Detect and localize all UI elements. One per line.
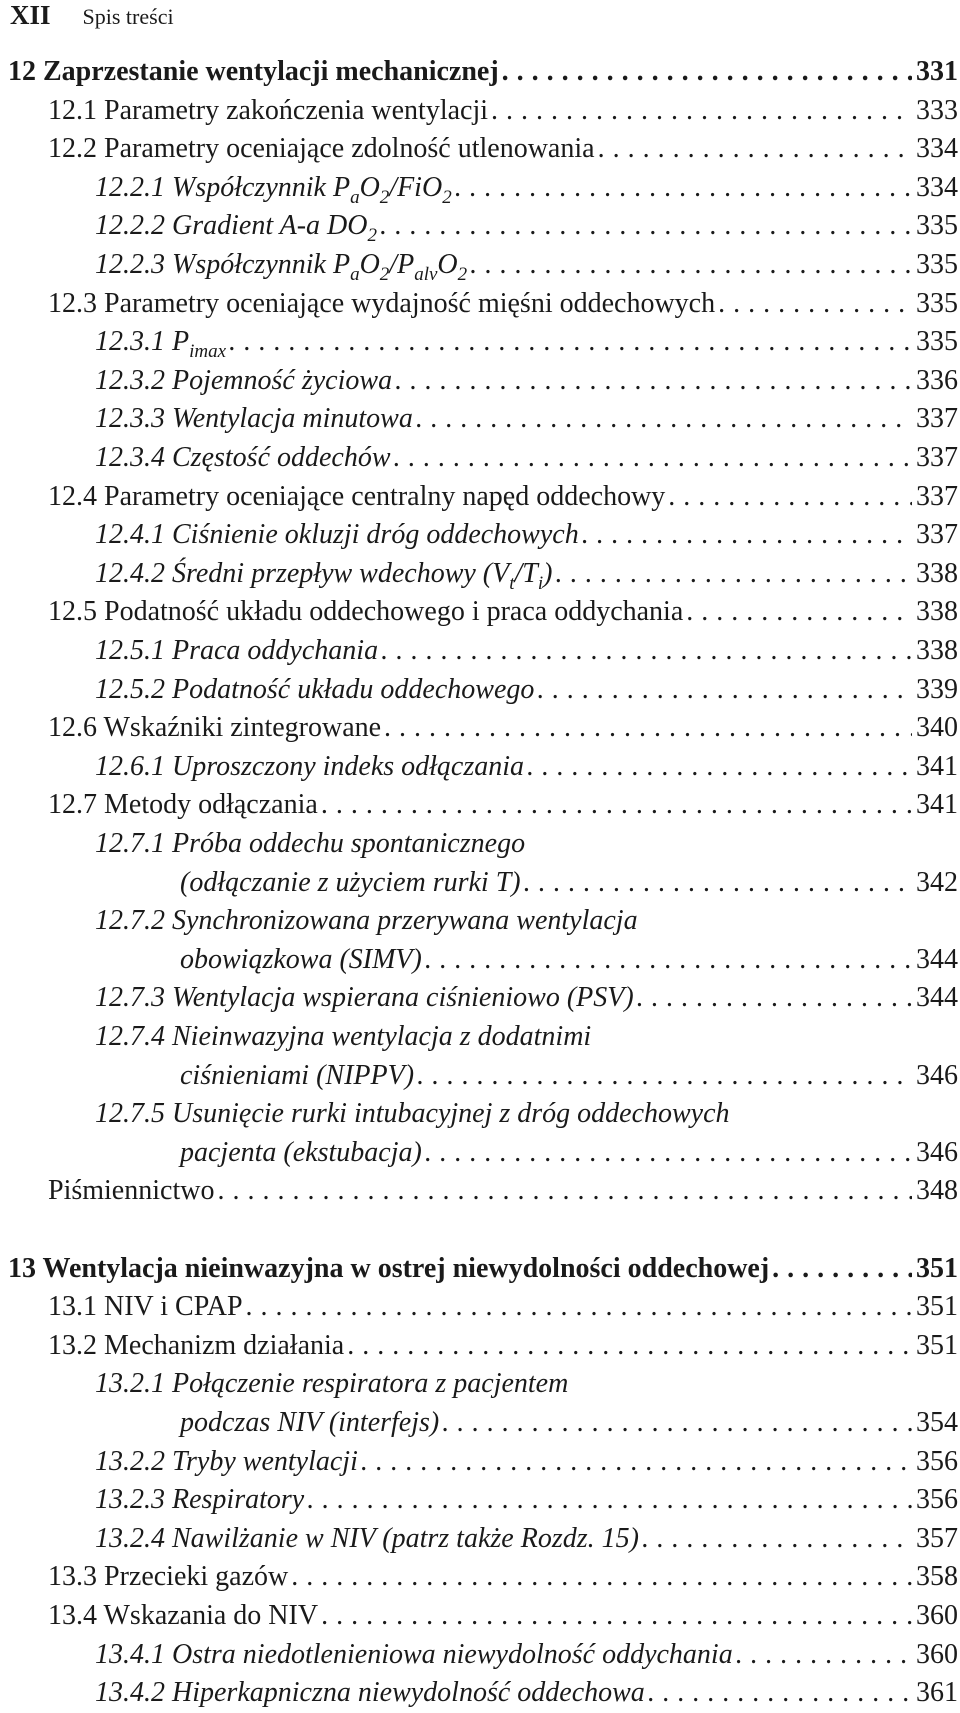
toc-line [95,245,960,285]
toc-title-text: 12.2.1 Współczynnik P [95,171,351,203]
toc-title [48,129,595,169]
toc-entry [0,785,960,825]
toc-title-text: 12.2 Parametry oceniające zdolność utlenowania [48,133,595,165]
toc-entry [0,168,960,208]
toc-title-text: 12.6 Wskaźniki zintegrowane [48,712,382,744]
toc-title-text: 12.5.1 Praca oddychania [95,635,379,666]
dot-leader [521,863,912,903]
dot-leader [683,592,912,632]
toc-title-text: 13.2.4 Nawilżanie w NIV (patrz także Rozdz. 15) [95,1522,639,1554]
toc-page-number: 346 [916,1136,958,1168]
toc-title-text: 13.2 Mechanizm działania [48,1329,345,1361]
dot-leader [413,399,912,439]
toc-title-text: 12.5 Podatność układu oddechowego i praca oddychania [48,596,684,628]
toc-title-text: 12.3.4 Częstość oddechów [95,442,391,473]
toc-line [95,824,960,864]
toc-title [48,1596,318,1636]
toc-page-number: 346 [916,1059,958,1091]
toc-title [8,52,499,92]
dot-leader [488,91,912,131]
toc-line [95,901,960,941]
toc-title [95,901,638,941]
toc-title [180,1056,414,1096]
toc-title [180,863,521,903]
toc-entry [0,361,960,401]
toc-entry [0,863,960,903]
toc-subscript: t [509,572,515,594]
toc-title-text: 13 Wentylacja nieinwazyjna w ostrej niewydolności oddechowej [8,1252,770,1284]
toc-entry [0,747,960,787]
toc-page-number: 351 [916,1329,958,1361]
toc-title-text: obowiązkowa (SIMV) [180,943,422,975]
toc-entry [0,1364,960,1404]
toc-line [48,785,960,825]
toc-title [95,824,525,864]
toc-title-text: 12 Zaprzestanie wentylacji mechanicznej [8,56,499,87]
toc-entry [0,1403,960,1443]
toc-title [48,91,488,131]
toc-title [95,670,534,710]
toc-entry [0,1673,960,1713]
toc-title-text: ) [543,557,553,589]
toc-entry [0,631,960,671]
toc-line [95,206,960,246]
toc-title-text: 12.3 Parametry oceniające wydajność mięśni oddechowych [48,287,716,319]
toc-page-number: 341 [916,789,958,821]
dot-leader [579,515,912,555]
toc-title [48,1326,344,1366]
dot-leader [243,1287,912,1327]
toc-title-text: 13.3 Przecieki gazów [48,1561,289,1593]
toc-page-number: 339 [916,673,958,705]
toc-subscript: 2 [367,225,377,247]
toc-line [48,592,960,632]
toc-page-number: 356 [916,1484,958,1516]
toc-subscript: 2 [457,264,468,285]
toc-title [95,1519,639,1559]
dot-leader [552,554,912,594]
toc-title [95,399,413,439]
toc-line [180,1133,960,1173]
toc-page-number: 361 [916,1677,958,1709]
page-header [10,0,174,34]
toc-entry [0,438,960,478]
toc-entry [0,824,960,864]
toc-page-number: 342 [916,866,958,898]
toc-entry [0,284,960,324]
toc-title [95,1635,733,1675]
toc-entry [0,978,960,1018]
toc-entry [0,1596,960,1636]
toc-page-number: 338 [916,557,958,589]
toc-subscript: i [537,572,544,594]
dot-leader [634,978,912,1018]
page-number: XII [10,0,51,30]
toc-line [95,1094,960,1134]
toc-title-text: 13.4.2 Hiperkapniczna niewydolność oddechowa [95,1677,645,1709]
toc-line [95,1519,960,1559]
toc-page-number: 334 [916,133,958,165]
dot-leader [769,1249,912,1289]
toc-page-number: 340 [916,712,958,744]
toc-title-text: 13.4.1 Ostra niedotlenieniowa niewydolność oddychania [95,1638,733,1670]
dot-leader [665,477,912,517]
toc-page-number: 360 [916,1600,958,1631]
toc-page-number: 334 [916,171,958,203]
dot-leader [645,1673,912,1713]
toc-title [95,1017,591,1057]
toc-title-text: /FiO [389,171,443,203]
toc-line [95,1673,960,1713]
toc-title-text: 12.7.4 Nieinwazyjna wentylacja z dodatnimi [95,1021,592,1052]
toc-title [95,1364,568,1404]
dot-leader [391,438,912,478]
toc-title-text: ciśnieniami (NIPPV) [180,1059,415,1091]
toc-title-text: /T [514,557,538,589]
toc-subscript: 2 [379,264,390,285]
toc-page-number: 337 [916,480,958,512]
toc-page-number: 356 [916,1445,958,1477]
toc-entry [0,1287,960,1327]
toc-entry [0,1557,960,1597]
toc-title-text: 12.7.3 Wentylacja wspierana ciśnieniowo (PSV) [95,982,634,1014]
toc-title [48,1287,243,1327]
toc-line [180,1056,960,1096]
toc-title-text: O [359,249,380,280]
toc-title [95,631,378,671]
toc-title-text: 12.7 Metody odłączania [48,789,318,821]
toc-line [95,554,960,594]
toc-title [95,1442,358,1482]
dot-leader [288,1557,912,1597]
dot-leader [377,206,912,246]
dot-leader [639,1519,912,1559]
toc-line [48,1326,960,1366]
toc-title-text: 13.2.1 Połączenie respiratora z pacjentem [95,1368,569,1400]
toc-page-number: 360 [916,1638,958,1670]
toc-page-number: 335 [916,287,958,319]
dot-leader [595,129,912,169]
toc-page-number: 333 [916,94,958,126]
toc-subscript: 2 [442,186,452,208]
toc-entry [0,1635,960,1675]
toc-entry [0,1326,960,1366]
toc-title [95,1480,304,1520]
toc-page-number: 337 [916,403,958,435]
toc-page-number: 336 [916,364,958,396]
toc-line [48,1596,960,1636]
toc-title-text: 12.3.1 P [95,326,190,358]
toc-page-number: 338 [916,635,958,666]
toc-title [180,1133,422,1173]
toc-page-number: 351 [916,1291,958,1323]
toc-subscript: alv [414,264,438,285]
toc-title-text: O [437,249,458,280]
toc-line [48,91,960,131]
toc-page-number: 331 [916,56,958,87]
toc-line [95,168,960,208]
toc-title [95,322,226,362]
toc-page-number: 335 [916,210,958,242]
toc-entry [0,940,960,980]
toc-entry [0,91,960,131]
toc-page-number: 351 [916,1252,958,1284]
toc-page-number: 344 [916,982,958,1014]
toc-page-number: 335 [916,326,958,358]
toc-title-text: 12.1 Parametry zakończenia wentylacji [48,94,489,126]
toc-subscript: imax [189,341,227,363]
dot-leader [304,1480,912,1520]
toc-title [48,1171,214,1211]
toc-line [8,1249,960,1289]
toc-title-text: 13.4 Wskazania do NIV [48,1600,319,1631]
toc-page-number: 337 [916,442,958,473]
toc-title-text: 12.5.2 Podatność układu oddechowego [95,673,535,705]
dot-leader [715,284,912,324]
toc-subscript: 2 [379,186,390,208]
toc-line [95,978,960,1018]
toc-line [48,708,960,748]
toc-entry [0,1519,960,1559]
toc-title [95,1673,645,1713]
dot-leader [214,1171,912,1211]
toc-line [95,361,960,401]
toc-page-number: 338 [916,596,958,628]
toc-line [48,1171,960,1211]
toc-title [48,785,318,825]
toc-line [95,322,960,362]
toc-title-text: O [359,171,380,203]
toc-entry [0,1249,960,1289]
toc-title [95,361,392,401]
toc-entry [0,515,960,555]
dot-leader [226,322,912,362]
toc-line [95,1442,960,1482]
toc-entry [0,1056,960,1096]
toc-page-number: 357 [916,1522,958,1554]
toc-entry [0,554,960,594]
toc-title-text: 12.4 Parametry oceniające centralny napęd oddechowy [48,480,666,512]
toc-title [95,554,552,594]
toc-page-number: 354 [916,1407,958,1438]
toc-line [48,1287,960,1327]
dot-leader [392,361,912,401]
running-title: Spis treści [82,4,174,29]
toc-title [95,206,377,246]
toc-title-text: 12.3.2 Pojemność życiowa [95,364,393,396]
toc-line [95,1364,960,1404]
toc-title-text: 13.1 NIV i CPAP [48,1291,243,1323]
toc-entry [0,1017,960,1057]
toc-entry [0,1094,960,1134]
dot-leader [378,631,912,671]
toc-line [180,1403,960,1443]
toc-title-text: 13.2.3 Respiratory [95,1484,305,1516]
toc-line [95,631,960,671]
toc-title [8,1249,769,1289]
toc-entry [0,477,960,517]
dot-leader [381,708,912,748]
dot-leader [439,1403,912,1443]
toc-entry [0,1171,960,1211]
toc-line [48,129,960,169]
toc-line [48,1557,960,1597]
toc-entry [0,322,960,362]
toc-title-text: 12.3.3 Wentylacja minutowa [95,403,413,435]
toc-entry [0,1210,960,1250]
toc-entry [0,206,960,246]
toc-title [95,1094,730,1134]
toc-title-text: podczas NIV (interfejs) [180,1407,440,1438]
toc-title-text: 12.2.3 Współczynnik P [95,249,351,280]
dot-leader [733,1635,912,1675]
toc-subscript: a [350,186,360,208]
toc-page-number: 337 [916,519,958,551]
toc-line [180,863,960,903]
dot-leader [422,940,912,980]
toc-page-number: 358 [916,1561,958,1593]
toc-line [95,747,960,787]
toc-entry [0,708,960,748]
toc-title [95,245,467,285]
toc-title-text: Piśmiennictwo [48,1175,215,1207]
dot-leader [422,1133,912,1173]
dot-leader [452,168,912,208]
dot-leader [499,52,912,92]
toc-entry [0,670,960,710]
toc-entry [0,245,960,285]
toc-entry [0,1480,960,1520]
toc-title [95,978,634,1018]
toc-title-text: 12.7.5 Usunięcie rurki intubacyjnej z dróg oddechowych [95,1098,730,1130]
toc-title-text: 12.7.1 Próba oddechu spontanicznego [95,828,526,859]
dot-leader [534,670,912,710]
toc-line [95,515,960,555]
toc-line [95,1480,960,1520]
toc-entry [0,52,960,92]
toc-title-text: (odłączanie z użyciem rurki T) [180,866,521,898]
dot-leader [318,785,912,825]
toc-page-number: 348 [916,1175,958,1207]
toc-line [48,284,960,324]
toc-title-text: 12.2.2 Gradient A-a DO [95,210,368,242]
toc-title-text: 12.7.2 Synchronizowana przerywana wentylacja [95,905,638,937]
toc-title [48,1557,288,1597]
toc-title-text: 12.4.1 Ciśnienie okluzji dróg oddechowych [95,519,579,551]
toc-title [48,284,715,324]
toc-title-text: 13.2.2 Tryby wentylacji [95,1445,358,1477]
dot-leader [414,1056,912,1096]
toc-page-number: 341 [916,750,958,782]
dot-leader [524,747,912,787]
dot-leader [318,1596,912,1636]
toc-title [95,438,391,478]
toc-title [95,747,524,787]
toc-title [180,940,422,980]
toc-title-text: 12.6.1 Uproszczony indeks odłączania [95,750,525,782]
toc-entry [0,129,960,169]
toc-line [8,52,960,92]
toc-title [48,477,665,517]
toc-title [180,1403,439,1443]
toc-line [180,940,960,980]
toc-title-text: pacjenta (ekstubacja) [180,1136,422,1168]
toc-entry [0,1442,960,1482]
dot-leader [344,1326,912,1366]
toc-title [48,592,683,632]
toc-line [95,670,960,710]
toc-entry [0,399,960,439]
toc-title-text: 12.4.2 Średni przepływ wdechowy (V [95,557,510,589]
toc-subscript: a [350,264,360,285]
toc-entry [0,901,960,941]
toc-title [95,515,579,555]
dot-leader [467,245,912,285]
toc-page-number: 344 [916,943,958,975]
toc-title [95,168,452,208]
toc-line [95,1635,960,1675]
toc-line [95,1017,960,1057]
toc-line [95,438,960,478]
toc-line [95,399,960,439]
toc-entry [0,1133,960,1173]
toc-title [48,708,381,748]
toc-line [48,477,960,517]
dot-leader [358,1442,912,1482]
toc-page-number: 335 [916,249,958,280]
toc-entry [0,592,960,632]
toc-title-text: /P [389,249,415,280]
